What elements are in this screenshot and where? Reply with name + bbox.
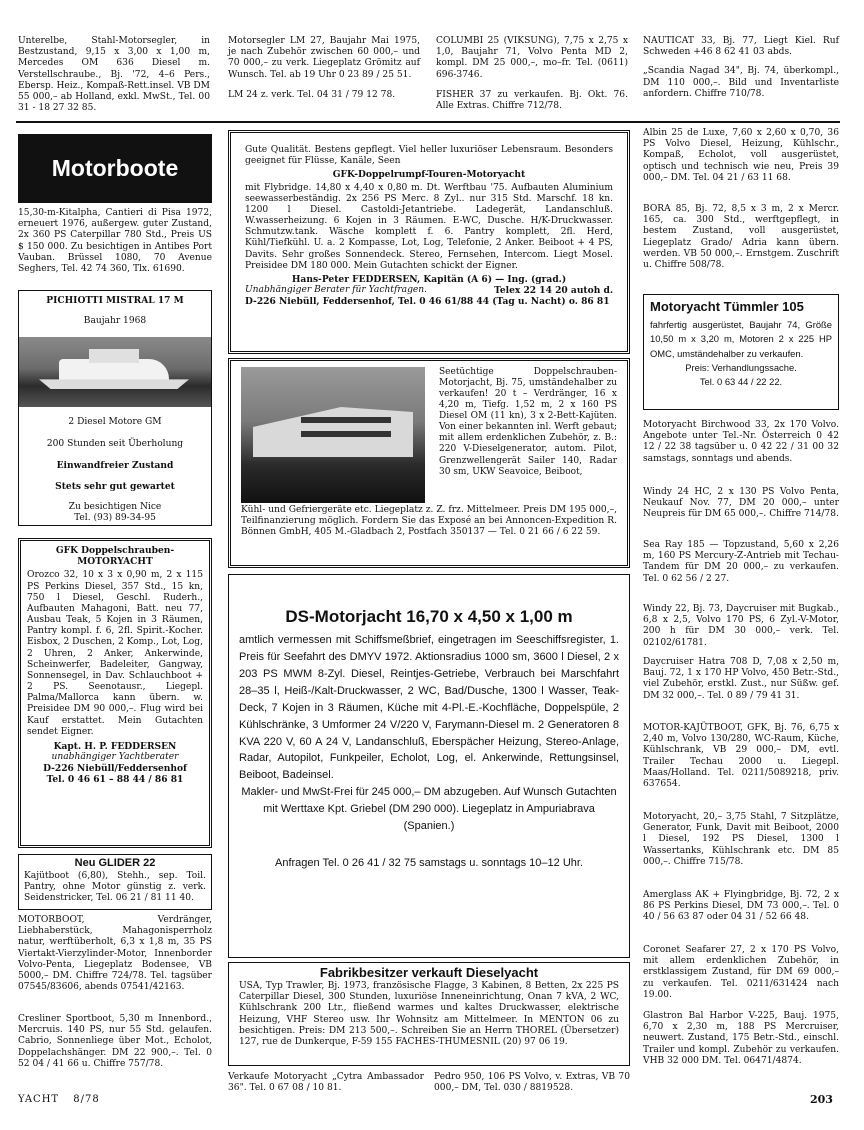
gfk-sign: D-226 Niebüll/Feddersenhof: [43, 763, 187, 775]
ad-scandia: „Scandia Nagad 34", Bj. 74, überkompl., DM 110 000,–. Bild und Inventarliste anfordern. Chiffre 710/78.: [643, 66, 839, 99]
ad-bora: BORA 85, Bj. 72, 8,5 x 3 m, 2 x Mercr. 165, ca. 300 Std., werftgepflegt, in bestem Zustand, voll ausgerüstet, Liegeplatz Grado/ Adria kann übern. werden. VB 50 000,–. Ernstgem. Zuschrift u. Chiffre 508/78.: [643, 204, 839, 270]
ad-lm24: LM 24 z. verk. Tel. 04 31 / 79 12 78.: [228, 89, 396, 100]
gfk-sign: Kapt. H. P. FEDDERSEN: [53, 740, 177, 752]
pichiotti-year: Baujahr 1968: [83, 316, 147, 327]
page-number: 203: [810, 1093, 833, 1106]
ad-kajuetboot: MOTOR-KAJÜTBOOT, GFK, Bj. 76, 6,75 x 2,40 m, Volvo 130/280, WC-Raum, Küche, Kühlschrank, VB 29 000,– DM, evtl. Trailer Techau 2000 u. Liegepl. Maas/Holland. Tel. 0211/5089218, priv. 637654.: [643, 723, 839, 789]
ds-body: amtlich vermessen mit Schiffsmeßbrief, eingetragen im Seeschiffsregister, 1. Preis für Seefahrt des DMYV 1972. Aktionsradius 1000 sm, 3600 l Diesel, 2 x 203 PS MWM 8-Zyl. Diesel, Reintjes-Getriebe, Verbrauch bei Marschfahrt 28–35 l, Heiß-/Kalt-Druckwasser, 2 WC, Bad/Dusche, 1300 l Wasser, Teak-Deck, 7 Kojen in 3 Räumen, Küche mit 4-Pl.-E.-Kochfläche, Doppelspüle, 2 Kühlschränke, 3 Umformer 24 V/220 V, Farymann-Diesel m. 2 Generatoren 8 KVA 220 V, 60 A 24 V, Landanschluß, Eberspächer Heizung, Stereo-Anlage, Radar, Autopilot, Funkpeiler, Echolot, Log, el. Ankerwinde, Rettungsinsel, Beiboot, Badeinsel.: [239, 633, 619, 782]
tuemmler-title: Motoryacht Tümmler 105: [650, 299, 804, 314]
ds-title: DS-Motorjacht 16,70 x 4,50 x 1,00 m: [285, 607, 573, 626]
ad-cytra: Verkaufe Motoryacht „Cytra Ambassador 36". Tel. 0 67 08 / 10 81.: [228, 1072, 424, 1094]
top-divider: [16, 121, 840, 123]
pichiotti-title: PICHIOTTI MISTRAL 17 M: [46, 295, 184, 306]
ad-motorboot: MOTORBOOT, Verdränger, Liebhaberstück, Mahagonisperrholz natur, werftüberholt, 6,3 x 1,8 m, 35 PS Viertakt-Vierzylinder-Motor, Innenborder Volvo-Penta, Liegeplatz Bodensee, VB 5000,– DM. Chiffre 724/78. Tel. tagsüber 07545/83606, abends 07541/42163.: [18, 915, 212, 993]
ad-seetuechtige: [228, 358, 630, 568]
gfk-body: Orozco 32, 10 x 3 x 0,90 m, 2 x 115 PS Perkins Diesel, 357 Std., 15 kn, 750 l Diesel, Geschl. Ruderh., Aufbauten Mahagoni, Batt. neu 77, Ausbau Teak, 5 Kojen in 3 Räumen, Pantry kompl. f. 6, 2fl. Spirit.-Kocher. Eisbox, 2 Duschen, 2 Komp., Lot, Log, 2 Uhren, 2 Anker, Ankerwinde, Scheinwerfer, Badeleiter, Gangway, Sonnensegel, in Dav. Schlauchboot + 2 PS. Seenotausr., Liegepl. Palma/Mallorca kann übern. w. Preisidee DM 90 000,–. Flug wird bei Kauf erstattet. Mein Gutachten sendet Eigner.: [27, 570, 203, 737]
gfk-ad-sign: D-226 Niebüll, Feddersenhof, Tel. 0 46 61/88 44 (Tag u. Nacht) o. 86 81: [245, 296, 610, 308]
ad-searay: Sea Ray 185 — Topzustand, 5,60 x 2,26 m, 160 PS Mercury-Z-Antrieb mit Techau-Tandem für DM 20 000,– zu verkaufen. Tel. 0 62 56 / 2 27.: [643, 540, 839, 584]
ad-birchwood: Motoryacht Birchwood 33, 2x 170 Volvo. Angebote unter Tel.-Nr. Österreich 0 42 12 / 22 38 tagsüber u. 0 42 22 / 31 00 32 samstags, sonntags und abends.: [643, 420, 839, 464]
ad-gfk-doppelrumpf: [228, 130, 630, 354]
ad-gfk-doppelschrauben: [18, 538, 212, 848]
ad-windy24: Windy 24 HC, 2 x 130 PS Volvo Penta, Neukauf Nov. 77, DM 20 000,– unter Neupreis für DM 65 000,–. Chiffre 714/78.: [643, 487, 839, 520]
footer-magazine: YACHT 8/78: [18, 1094, 100, 1105]
ad-motoryacht-stahl: Motoryacht, 20,– 3,75 Stahl, 7 Sitzplätze, Generator, Funk, Davit mit Beiboot, 2000 l Diesel, 192 PS Diesel, 1300 l Wassertanks, Kühlschrank etc. DM 85 000,–. Chiffre 715/78.: [643, 812, 839, 867]
ad-unterelbe: Unterelbe, Stahl-Motorsegler, in Bestzustand, 9,15 x 3,00 x 1,00 m, Mercedes OM 636 Diesel m. Verstellschraube., Bj. '72, 4–6 Pers., Ebersp. Heiz., Kompaß-Rett.insel. VB DM 55 000,– ab Holland, exkl. MwSt., Tel. 00 31 - 18 27 32 85.: [18, 36, 210, 114]
glider-title: Neu GLIDER 22: [74, 857, 156, 869]
ad-daycruiser: Daycruiser Hatra 708 D, 7,08 x 2,50 m, Bauj. 72, 1 x 170 HP Volvo, 450 Betr.-Std., viel Zubehör, erstkl. Zust., nur Süßw. gef. DM 32 000,–. Tel. 0 89 / 79 41 31.: [643, 657, 839, 701]
gfk-ad-sign-row: Unabhängiger Berater für Yachtfragen. Telex 22 14 20 autoh d.: [245, 285, 613, 297]
gfk-ad-sign: Hans-Peter FEDDERSEN, Kapitän (A 6) — Ing. (grad.): [291, 273, 567, 285]
yacht-photo: [19, 337, 211, 407]
ds-price: Makler- und MwSt-Frei für 245 000,– DM abzugeben. Auf Wunsch Gutachten mit Werttaxe Kpt. Griebel (DM 290 000). Liegeplatz in Ampuriabrava (Spanien.): [241, 786, 617, 833]
gfk-sign: unabhängiger Yachtberater: [51, 752, 179, 763]
gfk-ad-body: mit Flybridge. 14,80 x 4,40 x 0,80 m. Dt. Werftbau '75. Aufbauten Aluminium seewasserbeständig. 2x 256 PS Merc. 8 Zyl.. nur 315 Std. Marschf. 18 kn. 1200 l Diesel. Castoldi-Jetantriebe. Ladegerät, Landanschluß. W.wasserheizung. 6 Kojen in 3 Räumen. E-WC, Dusche. H/K-Druckwasser. Schmutzw.tank. Wäsche komplett f. 6. Pantry komplett, 2fl. Herd, Kühl/Tiefkühl. U. a. 2 Kompasse, Lot, Log, Telefonie, 2 Anker. Beiboot + 4 PS, Davits. Sehr großes Sonnendeck. Stereo, Fernsehen, Intercom. Liegt Mosel. Preisidee DM 180 000. Mein Gutachten schickt der Eigner.: [245, 182, 613, 271]
ad-pedro: Pedro 950, 106 PS Volvo, v. Extras, VB 70 000,– DM, Tel. 030 / 8819528.: [434, 1072, 630, 1094]
ad-kitalpha: 15,30-m-Kitalpha, Cantieri di Pisa 1972, erneuert 1976, außergew. guter Zustand, 2x 360 PS Caterpillar 780 Std., Preis US $ 150 000. Zu besichtigen in Antibes Port Vauban. Brüssel 1080, 70 Avenue Seghers, Tel. 42 74 360, Tlx. 61690.: [18, 208, 212, 274]
ad-columbi: COLUMBI 25 (VIKSUNG), 7,75 x 2,75 x 1,0, Baujahr 71, Volvo Penta MD 2, kompl. DM 25 000,–, mo–fr. Tel. (0611) 696-3746. FISHER 37 zu verkaufen. Bj. Okt. 76. Alle Extras. Chiffre 712/78.: [436, 36, 628, 111]
ad-fisher: FISHER 37 zu verkaufen. Bj. Okt. 76. Alle Extras. Chiffre 712/78.: [436, 89, 628, 111]
gfk-sign: Tel. 0 46 61 – 88 44 / 86 81: [46, 774, 184, 786]
ad-cresliner: Cresliner Sportboot, 5,30 m Innenbord., Mercruis. 140 PS, nur 55 Std. gelaufen. Cabrio, Sonnenliege über Mot., Echolot, Doppelachshänger. DM 22 900,–. Tel. 0 52 04 / 41 66 u. Chiffre 757/78.: [18, 1014, 212, 1069]
fabrik-title: Fabrikbesitzer verkauft Dieselyacht: [319, 965, 539, 980]
ad-tuemmler: [643, 294, 839, 410]
ad-coronet: Coronet Seafarer 27, 2 x 170 PS Volvo, mit allem erdenklichen Zubehör, in erstklassigem Zustand, für DM 69 000,– zu verkaufen. Tel. 0211/631424 nach 19.00.: [643, 945, 839, 1000]
seetuechtige-side-text: Seetüchtige Doppelschrauben-Motorjacht, Bj. 75, umständehalber zu verkaufen! 20 t – Verdränger, 16 x 4,20 m, Tiefg. 1,52 m, 2 x 160 PS Diesel OM (11 kn), 3 x 2-Bett-Kajüten. Von einer bekannten inl. Werft gebaut; mit allem erdenklichen Zubehör, z. B.: 220 V-Dieselgenerator, autom. Pilot, Grenzwellengerät Sailer 140, Radar 30 sm, UKW Seavoice, Beiboot,: [439, 367, 617, 477]
gfk-subtitle: MOTORYACHT: [77, 556, 153, 568]
tuemmler-phone: Tel. 0 63 44 / 22 22.: [699, 376, 783, 388]
glider-body: Kajütboot (6,80), Stehh., sep. Toil. Pantry, ohne Motor günstig z. verk. Seidenstricker, Tel. 06 21 / 81 11 40.: [24, 870, 206, 903]
fabrik-body: USA, Typ Trawler, Bj. 1973, französische Flagge, 3 Kabinen, 8 Betten, 2x 225 PS Caterpillar Diesel, 300 Stunden, luxuriöse Inneneinrichtung, Onan 7 kVA, 2 WC, Kühlschrank 200 Ltr., fließend warmes und kaltes Druckwasser, elektrische Heizung, VHF Stereo usw. Ihr Wohnsitz am Mittelmeer. In MENTON 06 zu besichtigen. Preis: DM 213 500,–. Schreiben Sie an Herrn THOREL (Übersetzer) 127, rue de Dunkerque, F-59 155 FACHES-THUMESNIL (20) 97 06 19.: [239, 980, 619, 1047]
pichiotti-phone: Tel. (93) 89-34-95: [74, 513, 156, 524]
ad-fabrikbesitzer: [228, 962, 630, 1066]
tuemmler-price: Preis: Verhandlungssache.: [685, 361, 797, 373]
pichiotti-line: Stets sehr gut gewartet: [55, 480, 175, 492]
section-title-motorboote: Motorboote: [18, 134, 212, 203]
footer-issue: 8/78: [73, 1094, 100, 1105]
ad-nauticat: NAUTICAT 33, Bj. 77, Liegt Kiel. Ruf Schweden +46 8 62 41 03 abds. „Scandia Nagad 34", Bj. 74, überkompl., DM 110 000,–. Bild und Inventarliste anfordern. Chiffre 710/78.: [643, 36, 839, 99]
ad-albin: Albin 25 de Luxe, 7,60 x 2,60 x 0,70, 36 PS Volvo Diesel, Heizung, Kühlschr., Kompaß, Echolot, voll ausgerüstet, optisch und technisch wie neu, Preis 39 000,– DM. Tel. 04 21 / 63 11 68.: [643, 128, 839, 183]
pichiotti-line: Zu besichtigen Nice: [68, 502, 162, 513]
ad-glastron: Glastron Bal Harbor V-225, Bauj. 1975, 6,70 x 2,30 m, 188 PS Mercruiser, neuwert. Zustand, 175 Betr.-Std., einschl. Trailer und kompl. Zubehör zu verkaufen. VHB 32 000 DM. Tel. 06471/4874.: [643, 1011, 839, 1066]
gfk-ad-title: GFK-Doppelrumpf-Touren-Motoryacht: [332, 169, 526, 181]
ad-windy22: Windy 22, Bj. 73, Daycruiser mit Bugkab., 6,8 x 2,5, Volvo 170 PS, 6 Zyl.-V-Motor, 200 h für DM 30 000,– verk. Tel. 02102/61781.: [643, 604, 839, 648]
ad-pichiotti: [18, 290, 212, 526]
ds-phone: Anfragen Tel. 0 26 41 / 32 75 samstags u. sonntags 10–12 Uhr.: [274, 857, 583, 870]
motorjacht-photo: [241, 367, 425, 503]
ad-lm27: Motorsegler LM 27, Baujahr Mai 1975, je nach Zubehör zwischen 60 000,– und 70 000,– zu verk. Liegeplatz Grömitz auf Wunsch. Tel. ab 19 Uhr 0 23 89 / 25 51. LM 24 z. verk. Tel. 04 31 / 79 12 78.: [228, 36, 420, 100]
gfk-title: GFK Doppelschrauben-: [55, 545, 175, 556]
ad-glider: [18, 854, 212, 910]
seetuechtige-bottom-text: Kühl- und Gefriergeräte etc. Liegeplatz z. Z. frz. Mittelmeer. Preis DM 195 000,–, Teilfinanzierung möglich. Fordern Sie das Exposé an bei Annoncen-Expedition R. Bönnen GmbH, 405 M.-Gladbach 2, Postfach 350137 — Tel. 0 21 66 / 6 22 59.: [241, 505, 617, 538]
pichiotti-line: 2 Diesel Motore GM: [68, 417, 162, 428]
pichiotti-line: Einwandfreier Zustand: [56, 459, 174, 471]
ad-ds-motorjacht: [228, 574, 630, 958]
gfk-ad-intro: Gute Qualität. Bestens gepflegt. Viel heller luxuriöser Lebensraum. Besonders geeignet für Flüsse, Kanäle, Seen: [245, 145, 613, 167]
ad-amerglass: Amerglass AK + Flyingbridge, Bj. 72, 2 x 86 PS Perkins Diesel, DM 73 000,–. Tel. 0 40 / 56 63 87 oder 04 31 / 52 66 48.: [643, 890, 839, 923]
pichiotti-line: 200 Stunden seit Überholung: [46, 438, 184, 449]
tuemmler-body: fahrfertig ausgerüstet, Baujahr 74, Größe 10,50 m x 3,20 m, Motoren 2 x 225 HP OMC, umständehalber zu verkaufen.: [650, 318, 832, 359]
